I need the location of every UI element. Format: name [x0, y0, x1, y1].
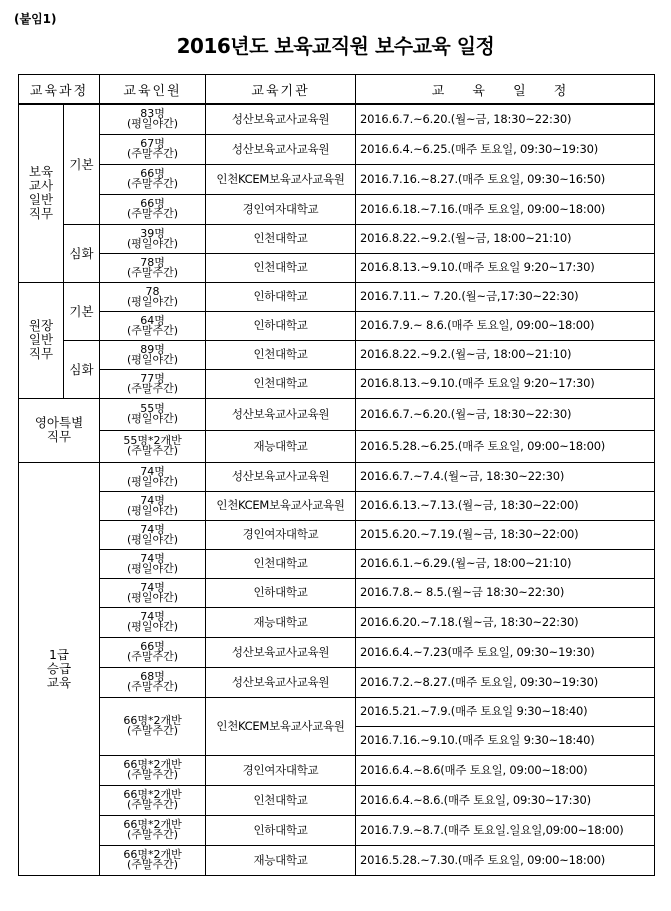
institution-cell: 인하대학교: [206, 578, 356, 607]
schedule-cell: 2016.7.16.~9.10.(매주 토요일 9:30~18:40): [356, 726, 655, 755]
schedule-cell: 2016.6.7.~6.20.(월~금, 18:30~22:30): [356, 398, 655, 430]
class-time: (주말주간): [126, 768, 179, 781]
institution-cell: 경인여자대학교: [206, 520, 356, 549]
institution-cell: 성산보육교사교육원: [206, 462, 356, 491]
institution-cell: 성산보육교사교육원: [206, 134, 356, 164]
institution-cell: 성산보육교사교육원: [206, 398, 356, 430]
people-count: 66명: [140, 197, 165, 210]
schedule-cell: 2016.7.11.~ 7.20.(월~금,17:30~22:30): [356, 282, 655, 311]
schedule-cell: 2016.5.28.~7.30.(매주 토요일, 09:00~18:00): [356, 845, 655, 875]
people-count: 89명: [140, 342, 165, 356]
table-row: [19, 194, 655, 224]
header-course: 교육과정: [19, 75, 100, 105]
people-count: 74명: [140, 580, 165, 594]
people-cell: [100, 164, 206, 194]
table-row: [19, 491, 655, 520]
class-time: (평일야간): [126, 117, 179, 131]
table-row: [19, 607, 655, 637]
class-time: (평일야간): [126, 620, 179, 633]
people-count: 55명*2개반: [123, 434, 182, 447]
people-cell: [100, 282, 206, 311]
table-row: [19, 815, 655, 845]
institution-cell: 성산보육교사교육원: [206, 104, 356, 134]
schedule-cell: 2016.5.21.~7.9.(매주 토요일 9:30~18:40): [356, 697, 655, 726]
schedule-cell: 2016.6.4.~8.6.(매주 토요일, 09:30~17:30): [356, 785, 655, 815]
table-row: [19, 520, 655, 549]
class-time: (주말주간): [126, 798, 179, 811]
class-time: (주말주간): [126, 381, 179, 395]
institution-cell: 성산보육교사교육원: [206, 667, 356, 697]
table-row: [19, 549, 655, 578]
institution-cell: 인천대학교: [206, 224, 356, 253]
people-count: 66명: [140, 167, 165, 180]
table-row: [19, 224, 655, 253]
people-count: 78: [145, 284, 160, 298]
class-time: (주말주간): [126, 323, 179, 337]
institution-cell: 경인여자대학교: [206, 194, 356, 224]
table-row: [19, 134, 655, 164]
institution-cell: 인천대학교: [206, 340, 356, 369]
people-count: 74명: [140, 522, 165, 536]
institution-cell: 인천대학교: [206, 549, 356, 578]
people-count: 64명: [140, 313, 165, 327]
people-cell: [100, 462, 206, 491]
people-cell: [100, 369, 206, 398]
class-time: (평일야간): [126, 474, 179, 488]
people-cell: [100, 491, 206, 520]
people-count: 74명: [140, 551, 165, 565]
schedule-cell: 2016.5.28.~6.25.(매주 토요일, 09:00~18:00): [356, 430, 655, 462]
table-row: [19, 164, 655, 194]
people-cell: [100, 549, 206, 578]
institution-cell: 인천대학교: [206, 785, 356, 815]
people-count: 67명: [140, 137, 165, 150]
table-row: [19, 578, 655, 607]
people-cell: [100, 194, 206, 224]
table-row: [19, 462, 655, 491]
class-time: (평일야간): [126, 532, 179, 546]
schedule-cell: 2015.6.20.~7.19.(월~금, 18:30~22:00): [356, 520, 655, 549]
class-time: (주말주간): [126, 147, 179, 160]
header-people: 교육인원: [100, 75, 206, 105]
people-count: 66명*2개반: [123, 758, 182, 771]
people-cell: [100, 607, 206, 637]
institution-cell: 인천KCEM보육교사교육원: [206, 697, 356, 755]
class-time: (평일야간): [126, 590, 179, 604]
people-cell: [100, 398, 206, 430]
institution-cell: 재능대학교: [206, 430, 356, 462]
people-cell: [100, 785, 206, 815]
class-time: (평일야간): [126, 412, 179, 425]
schedule-cell: 2016.6.4.~6.25.(매주 토요일, 09:30~19:30): [356, 134, 655, 164]
class-time: (주말주간): [126, 828, 179, 841]
people-cell: [100, 755, 206, 785]
institution-cell: 경인여자대학교: [206, 755, 356, 785]
people-cell: [100, 253, 206, 282]
page-title: 2016년도 보육교직원 보수교육 일정: [176, 34, 495, 58]
class-time: (주말주간): [126, 265, 179, 279]
people-cell: [100, 845, 206, 875]
table-row: [19, 369, 655, 398]
class-time: (주말주간): [126, 177, 179, 190]
people-count: 74명: [140, 610, 165, 623]
attachment-tag: (붙임1): [14, 12, 57, 26]
schedule-cell: 2016.8.13.~9.10.(매주 토요일 9:20~17:30): [356, 369, 655, 398]
sub-course-cell: 심화: [64, 340, 100, 398]
table-row: [19, 637, 655, 667]
people-count: 66명*2개반: [123, 818, 182, 831]
table-row: [19, 398, 655, 430]
schedule-cell: 2016.6.4.~7.23(매주 토요일, 09:30~19:30): [356, 637, 655, 667]
schedule-cell: 2016.8.13.~9.10.(매주 토요일 9:20~17:30): [356, 253, 655, 282]
people-count: 66명*2개반: [123, 714, 182, 727]
schedule-cell: 2016.8.22.~9.2.(월~금, 18:00~21:10): [356, 340, 655, 369]
table-row: [19, 667, 655, 697]
class-time: (주말주간): [126, 207, 179, 220]
people-cell: [100, 815, 206, 845]
institution-cell: 재능대학교: [206, 607, 356, 637]
people-cell: [100, 340, 206, 369]
people-count: 68명: [140, 670, 165, 683]
schedule-cell: 2016.7.16.~8.27.(매주 토요일, 09:30~16:50): [356, 164, 655, 194]
people-count: 74명: [140, 464, 165, 478]
course-cell: 1급승급교육: [19, 462, 100, 875]
institution-cell: 인하대학교: [206, 815, 356, 845]
people-count: 83명: [140, 107, 165, 121]
schedule-cell: 2016.7.8.~ 8.5.(월~금 18:30~22:30): [356, 578, 655, 607]
people-count: 77명: [140, 371, 165, 385]
institution-cell: 재능대학교: [206, 845, 356, 875]
people-cell: [100, 134, 206, 164]
class-time: (주말주간): [126, 680, 179, 693]
schedule-cell: 2016.6.4.~8.6(매주 토요일, 09:00~18:00): [356, 755, 655, 785]
class-time: (주말주간): [126, 724, 179, 737]
header-schedule: 교 육 일 정: [356, 75, 655, 105]
schedule-table: [18, 74, 655, 876]
class-time: (평일야간): [126, 294, 179, 308]
table-row: [19, 430, 655, 462]
schedule-cell: 2016.7.2.~8.27.(매주 토요일, 09:30~19:30): [356, 667, 655, 697]
table-row: [19, 104, 655, 134]
schedule-cell: 2016.6.1.~6.29.(월~금, 18:00~21:10): [356, 549, 655, 578]
people-cell: [100, 697, 206, 755]
people-count: 66명*2개반: [123, 848, 182, 861]
table-row: [19, 755, 655, 785]
class-time: (주말주간): [126, 650, 179, 663]
people-cell: [100, 430, 206, 462]
table-row: [19, 311, 655, 340]
header-institution: 교육기관: [206, 75, 356, 105]
class-time: (평일야간): [126, 236, 179, 250]
table-row: [19, 282, 655, 311]
institution-cell: 인천대학교: [206, 253, 356, 282]
class-time: (평일야간): [126, 561, 179, 575]
people-cell: [100, 667, 206, 697]
schedule-cell: 2016.8.22.~9.2.(월~금, 18:00~21:10): [356, 224, 655, 253]
people-count: 39명: [140, 226, 165, 240]
class-time: (주말주간): [126, 858, 179, 871]
people-cell: [100, 520, 206, 549]
schedule-cell: 2016.7.9.~8.7.(매주 토요일.일요일,09:00~18:00): [356, 815, 655, 845]
course-cell: 보육교사일반직무: [19, 104, 64, 282]
people-cell: [100, 637, 206, 667]
table-row: [19, 340, 655, 369]
table-row: [19, 697, 655, 726]
people-count: 66명*2개반: [123, 788, 182, 801]
class-time: (주말주간): [126, 444, 179, 457]
schedule-cell: 2016.6.13.~7.13.(월~금, 18:30~22:00): [356, 491, 655, 520]
schedule-cell: 2016.7.9.~ 8.6.(매주 토요일, 09:00~18:00): [356, 311, 655, 340]
schedule-cell: 2016.6.7.~6.20.(월~금, 18:30~22:30): [356, 104, 655, 134]
people-count: 74명: [140, 493, 165, 507]
header-row: [19, 75, 655, 105]
institution-cell: 인천KCEM보육교사교육원: [206, 491, 356, 520]
people-count: 66명: [140, 640, 165, 653]
institution-cell: 인천대학교: [206, 369, 356, 398]
table-row: [19, 253, 655, 282]
institution-cell: 성산보육교사교육원: [206, 637, 356, 667]
table-body: [19, 104, 655, 875]
people-count: 78명: [140, 255, 165, 269]
course-cell: 원장일반직무: [19, 282, 64, 398]
sub-course-cell: 심화: [64, 224, 100, 282]
sub-course-cell: 기본: [64, 282, 100, 340]
people-cell: [100, 224, 206, 253]
people-cell: [100, 104, 206, 134]
table-row: [19, 785, 655, 815]
people-cell: [100, 578, 206, 607]
schedule-cell: 2016.6.7.~7.4.(월~금, 18:30~22:30): [356, 462, 655, 491]
sub-course-cell: 기본: [64, 104, 100, 224]
course-cell: 영아특별직무: [19, 398, 100, 462]
class-time: (평일야간): [126, 352, 179, 366]
institution-cell: 인하대학교: [206, 282, 356, 311]
institution-cell: 인천KCEM보육교사교육원: [206, 164, 356, 194]
institution-cell: 인하대학교: [206, 311, 356, 340]
table-row: [19, 845, 655, 875]
schedule-cell: 2016.6.18.~7.16.(매주 토요일, 09:00~18:00): [356, 194, 655, 224]
class-time: (평일야간): [126, 503, 179, 517]
people-count: 55명: [140, 402, 165, 415]
people-cell: [100, 311, 206, 340]
schedule-cell: 2016.6.20.~7.18.(월~금, 18:30~22:30): [356, 607, 655, 637]
